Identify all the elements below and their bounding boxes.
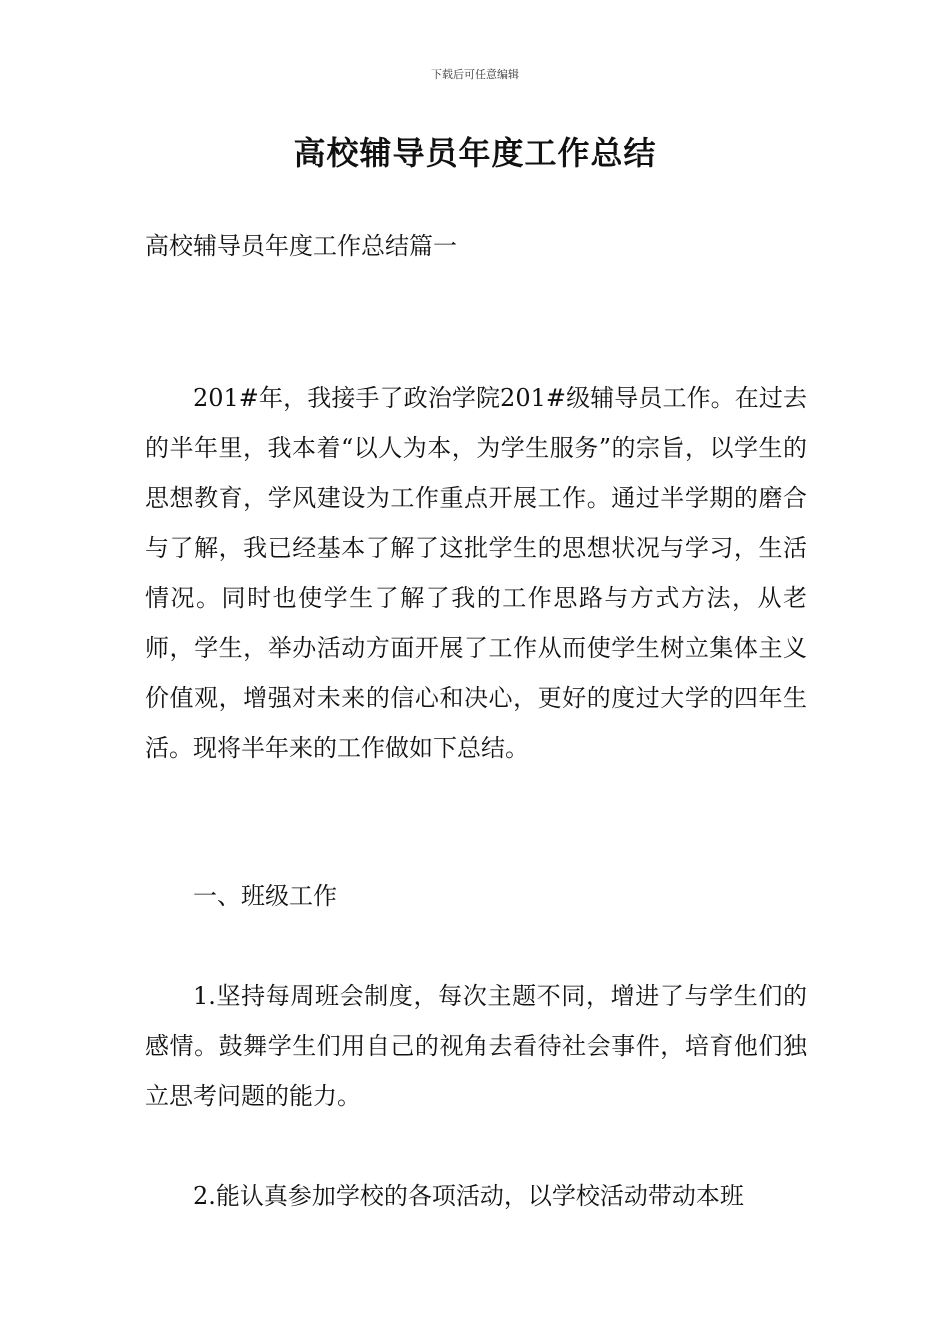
- intro-paragraph: 201#年，我接手了政治学院201#级辅导员工作。在过去的半年里，我本着“以人为本，为学生服务”的宗旨，以学生的思想教育，学风建设为工作重点开展工作。通过半学期的磨合与了解，我已经基本了解了这批学生的思想状况与学习，生活情况。同时也使学生了解了我的工作思路与方式方法，从老师，学生，举办活动方面开展了工作从而使学生树立集体主义价值观，增强对未来的信心和决心，更好的度过大学的四年生活。现将半年来的工作做如下总结。: [145, 384, 807, 762]
- header-note: 下载后可任意编辑: [431, 68, 519, 81]
- list-item-1: 1.坚持每周班会制度，每次主题不同，增进了与学生们的感情。鼓舞学生们用自己的视角去看待社会事件，培育他们独立思考问题的能力。: [145, 982, 807, 1110]
- document-subtitle: 高校辅导员年度工作总结篇一: [145, 232, 457, 260]
- list-item-2: 2.能认真参加学校的各项活动，以学校活动带动本班: [193, 1182, 744, 1210]
- section-heading-class-work: 一、班级工作: [193, 882, 337, 910]
- document-title: 高校辅导员年度工作总结: [293, 134, 657, 172]
